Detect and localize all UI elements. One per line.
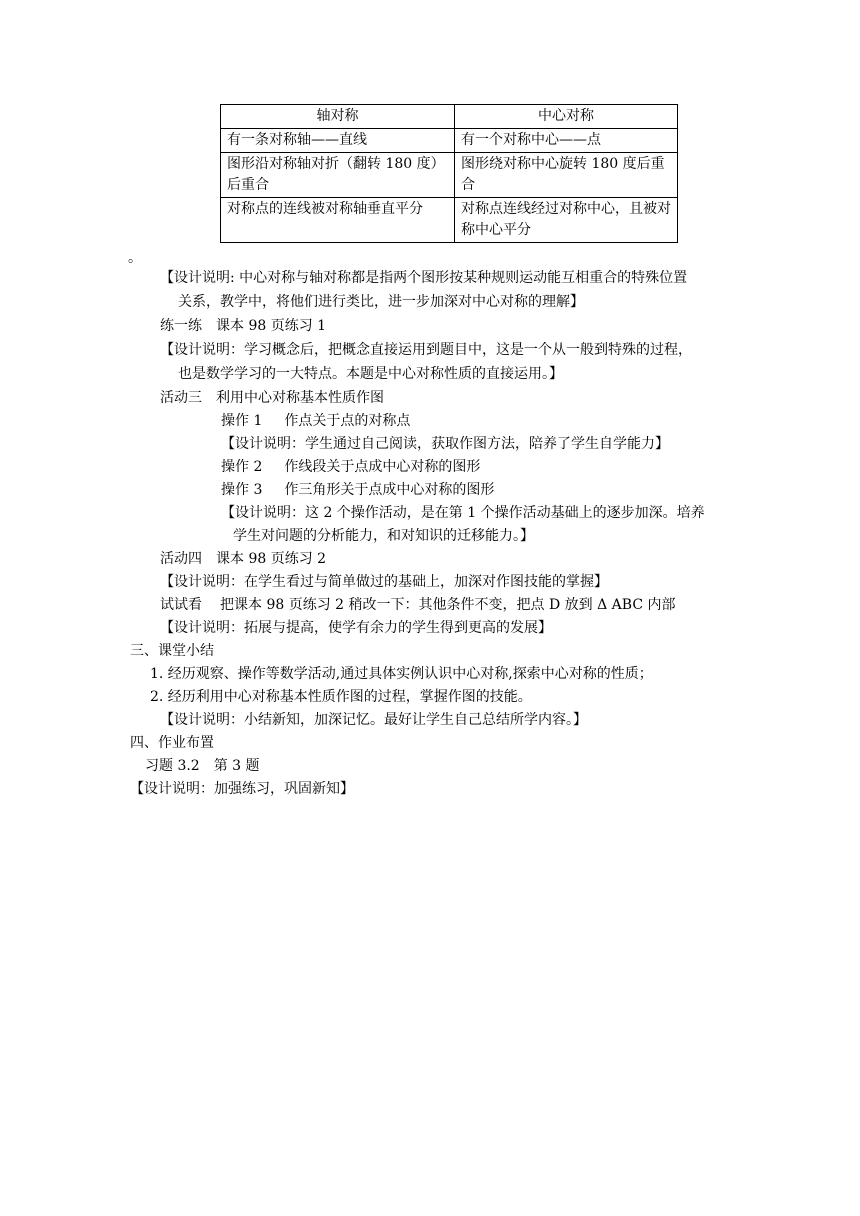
op1-text: 作点关于点的对称点 [284, 413, 411, 429]
activity3-label: 活动三 [160, 390, 202, 406]
table-cell: 有一条对称轴——直线 [221, 129, 455, 153]
op1-line [221, 411, 410, 431]
homework-line [145, 756, 260, 776]
table-row [221, 153, 678, 198]
try-label: 试试看 [160, 597, 202, 613]
design-note-activity4: 【设计说明：在学生看过与简单做过的基础上，加深对作图技能的掌握】 [160, 574, 608, 590]
header-central-symmetry: 中心对称 [455, 105, 678, 129]
activity3-text: 利用中心对称基本性质作图 [216, 390, 384, 406]
design-note-practice-line2: 也是数学学习的一大特点。本题是中心对称性质的直接运用。】 [178, 366, 563, 382]
design-note-compare-line2: 关系，教学中，将他们进行类比，进一步加深对中心对称的理解】 [178, 294, 584, 310]
table-cell: 对称点的连线被对称轴垂直平分 [221, 198, 455, 243]
table-cell: 图形绕对称中心旋转 180 度后重合 [455, 153, 678, 198]
op2-line [221, 457, 480, 477]
practice-label: 练一练 [160, 318, 202, 334]
op3-text: 作三角形关于点成中心对称的图形 [284, 482, 495, 498]
design-note-op3-line1: 【设计说明：这 2 个操作活动，是在第 1 个操作活动基础上的逐步加深。培养 [221, 505, 705, 521]
summary-item-1: 1. 经历观察、操作等数学活动,通过具体实例认识中心对称,探索中心对称的性质； [150, 666, 653, 682]
activity4-text: 课本 98 页练习 2 [216, 551, 327, 567]
design-note-homework: 【设计说明：加强练习，巩固新知】 [130, 781, 354, 797]
design-note-practice-line1: 【设计说明：学习概念后，把概念直接运用到题目中，这是一个从一般到特殊的过程， [160, 342, 692, 358]
try-text: 把课本 98 页练习 2 稍改一下：其他条件不变，把点 D 放到 Δ ABC 内部 [220, 597, 676, 613]
homework-label: 习题 3.2 [145, 758, 200, 774]
op2-text: 作线段关于点成中心对称的图形 [284, 459, 481, 475]
table-row [221, 198, 678, 243]
period-mark: 。 [128, 250, 142, 266]
activity3-line [160, 388, 384, 408]
op3-line [221, 480, 494, 500]
op1-label: 操作 1 [221, 413, 263, 429]
design-note-op3-line2: 学生对问题的分析能力，和对知识的迁移能力。】 [233, 528, 534, 544]
op3-label: 操作 3 [221, 482, 263, 498]
design-note-try: 【设计说明：拓展与提高，使学有余力的学生得到更高的发展】 [160, 620, 552, 636]
table-cell: 对称点连线经过对称中心，且被对称中心平分 [455, 198, 678, 243]
design-note-compare-line1: 【设计说明: 中心对称与轴对称都是指两个图形按某种规则运动能互相重合的特殊位置 [160, 270, 688, 286]
design-note-summary: 【设计说明：小结新知，加深记忆。最好让学生自己总结所学内容。】 [160, 712, 587, 728]
design-note-op1: 【设计说明：学生通过自己阅读，获取作图方法，陪养了学生自学能力】 [221, 436, 669, 452]
activity4-label: 活动四 [160, 551, 202, 567]
table-header-row [221, 105, 678, 129]
comparison-table [220, 104, 678, 243]
summary-item-2: 2. 经历利用中心对称基本性质作图的过程，掌握作图的技能。 [150, 689, 532, 705]
table-cell: 图形沿对称轴对折（翻转 180 度）后重合 [221, 153, 455, 198]
homework-text: 第 3 题 [213, 758, 260, 774]
try-line [160, 595, 675, 615]
table-row [221, 129, 678, 153]
activity4-line [160, 549, 326, 569]
section-title-summary: 三、课堂小结 [130, 643, 214, 659]
practice-text: 课本 98 页练习 1 [216, 318, 327, 334]
table-cell: 有一个对称中心——点 [455, 129, 678, 153]
op2-label: 操作 2 [221, 459, 263, 475]
header-axial-symmetry: 轴对称 [221, 105, 455, 129]
practice-line [160, 316, 326, 336]
section-title-homework: 四、作业布置 [130, 735, 214, 751]
